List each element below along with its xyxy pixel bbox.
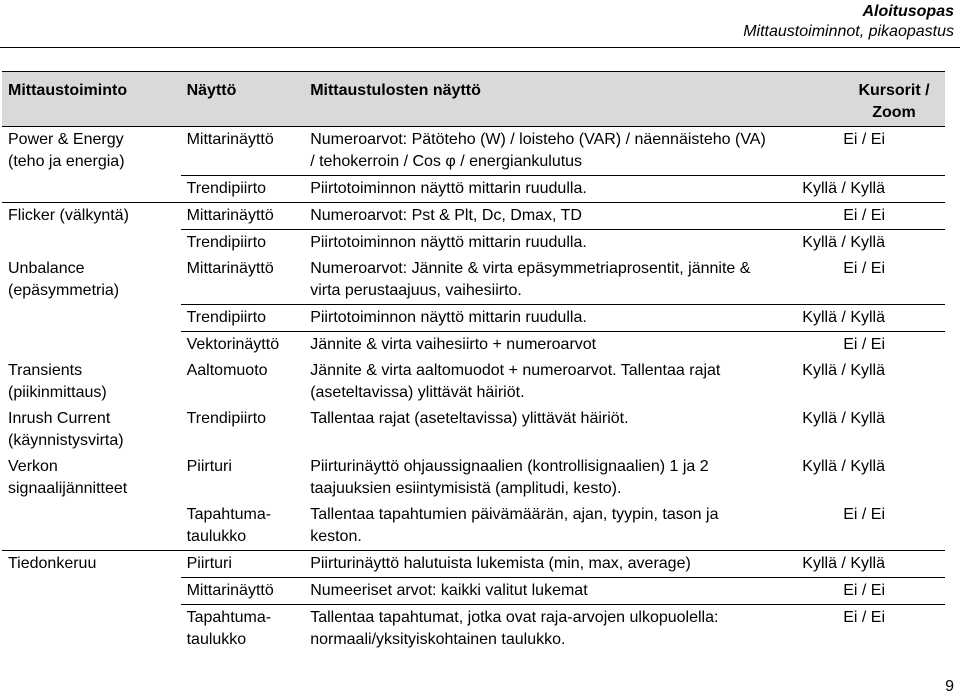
cell-function	[2, 578, 181, 605]
cell-display: Piirturi	[186, 458, 232, 475]
cell-display: Aaltomuoto	[186, 362, 268, 379]
cell-display: Vektorinäyttö	[181, 332, 305, 359]
cell-cursor: Kyllä / Kyllä	[802, 458, 885, 475]
cell-function: Transients (piikinmittaus)	[8, 362, 107, 401]
cell-cursor: Kyllä / Kyllä	[802, 362, 885, 379]
functions-table	[2, 71, 945, 653]
cell-display: Trendipiirto	[181, 305, 305, 332]
cell-cursor: Ei / Ei	[773, 605, 945, 654]
header-rule	[0, 47, 960, 48]
cell-result: Jännite & virta vaihesiirto + numeroarvot	[304, 332, 773, 359]
cell-function: Power & Energy (teho ja energia)	[8, 131, 125, 170]
cell-cursor: Kyllä / Kyllä	[773, 551, 945, 578]
cell-cursor: Kyllä / Kyllä	[773, 305, 945, 332]
cell-result: Tallentaa rajat (aseteltavissa) ylittävät häiriöt.	[310, 410, 629, 427]
cell-result: Piirtotoiminnon näyttö mittarin ruudulla.	[304, 176, 773, 203]
table-row	[2, 605, 945, 654]
cell-cursor: Ei / Ei	[773, 332, 945, 359]
col-header-cursor: Kursorit / Zoom	[773, 72, 945, 127]
cell-function: Tiedonkeruu	[2, 551, 181, 578]
cell-cursor: Ei / Ei	[843, 131, 885, 148]
cell-result: Numeroarvot: Pätöteho (W) / loisteho (VAR) / näennäisteho (VA) / tehokerroin / Cos φ / energiankulutus	[310, 131, 766, 170]
cell-cursor: Ei / Ei	[843, 260, 885, 277]
col-header-result: Mittaustulosten näyttö	[304, 72, 773, 127]
cell-display: Tapahtuma- taulukko	[181, 605, 305, 654]
cell-function	[2, 332, 181, 359]
cell-display: Trendipiirto	[186, 410, 267, 427]
table-header-row	[2, 72, 945, 127]
table-row	[2, 454, 945, 502]
cell-result: Piirtotoiminnon näyttö mittarin ruudulla.	[304, 305, 773, 332]
cell-display: Trendipiirto	[181, 230, 305, 257]
cell-function: Flicker (välkyntä)	[2, 203, 181, 230]
cell-display: Piirturi	[181, 551, 305, 578]
table-row	[2, 127, 945, 176]
cell-result: Jännite & virta aaltomuodot + numeroarvot. Tallentaa rajat (aseteltavissa) ylittävät häiriöt.	[310, 362, 721, 401]
cell-function	[2, 502, 181, 551]
cell-display: Tapahtuma- taulukko	[186, 506, 272, 545]
cell-display: Mittarinäyttö	[181, 578, 305, 605]
table-row	[2, 332, 945, 359]
cell-result: Tallentaa tapahtumat, jotka ovat raja-arvojen ulkopuolella: normaali/yksityiskohtainen taulukko.	[304, 605, 773, 654]
cell-function	[2, 305, 181, 332]
table-row	[2, 256, 945, 305]
col-header-function: Mittaustoiminto	[2, 72, 181, 127]
table-row	[2, 551, 945, 578]
table-row	[2, 578, 945, 605]
cell-result: Piirturinäyttö halutuista lukemista (min, max, average)	[304, 551, 773, 578]
cell-display: Trendipiirto	[181, 176, 305, 203]
cell-function: Verkon signaalijännitteet	[8, 458, 128, 497]
cell-display: Mittarinäyttö	[186, 131, 274, 148]
cell-result: Numeroarvot: Jännite & virta epäsymmetriaprosentit, jännite & virta perustaajuus, vaihesiirto.	[310, 260, 751, 299]
cell-cursor: Ei / Ei	[843, 506, 885, 523]
cell-function: Inrush Current (käynnistysvirta)	[8, 410, 124, 449]
page-number: 9	[945, 678, 954, 695]
cell-cursor: Kyllä / Kyllä	[773, 230, 945, 257]
cell-display: Mittarinäyttö	[186, 260, 274, 277]
cell-result: Piirtotoiminnon näyttö mittarin ruudulla.	[304, 230, 773, 257]
cell-cursor: Ei / Ei	[773, 578, 945, 605]
table-row	[2, 406, 945, 454]
cell-function	[2, 230, 181, 257]
table-row	[2, 203, 945, 230]
doc-subtitle: Mittaustoiminnot, pikaopastus	[743, 23, 954, 40]
cell-function	[2, 176, 181, 203]
cell-function: Unbalance (epäsymmetria)	[8, 260, 120, 299]
page-header	[743, 2, 954, 42]
cell-result: Piirturinäyttö ohjaussignaalien (kontrollisignaalien) 1 ja 2 taajuuksien esiintymisistä (amplitudi, kesto).	[310, 458, 709, 497]
cell-cursor: Ei / Ei	[773, 203, 945, 230]
table-row	[2, 230, 945, 257]
cell-cursor: Kyllä / Kyllä	[773, 176, 945, 203]
col-header-display: Näyttö	[181, 72, 305, 127]
cell-display: Mittarinäyttö	[181, 203, 305, 230]
table-row	[2, 176, 945, 203]
doc-title: Aloitusopas	[862, 3, 954, 20]
table-row	[2, 502, 945, 551]
table-row	[2, 358, 945, 406]
table-row	[2, 305, 945, 332]
cell-result: Numeroarvot: Pst & Plt, Dc, Dmax, TD	[304, 203, 773, 230]
cell-result: Numeeriset arvot: kaikki valitut lukemat	[304, 578, 773, 605]
cell-result: Tallentaa tapahtumien päivämäärän, ajan, tyypin, tason ja keston.	[310, 506, 719, 545]
cell-function	[2, 605, 181, 654]
cell-cursor: Kyllä / Kyllä	[802, 410, 885, 427]
